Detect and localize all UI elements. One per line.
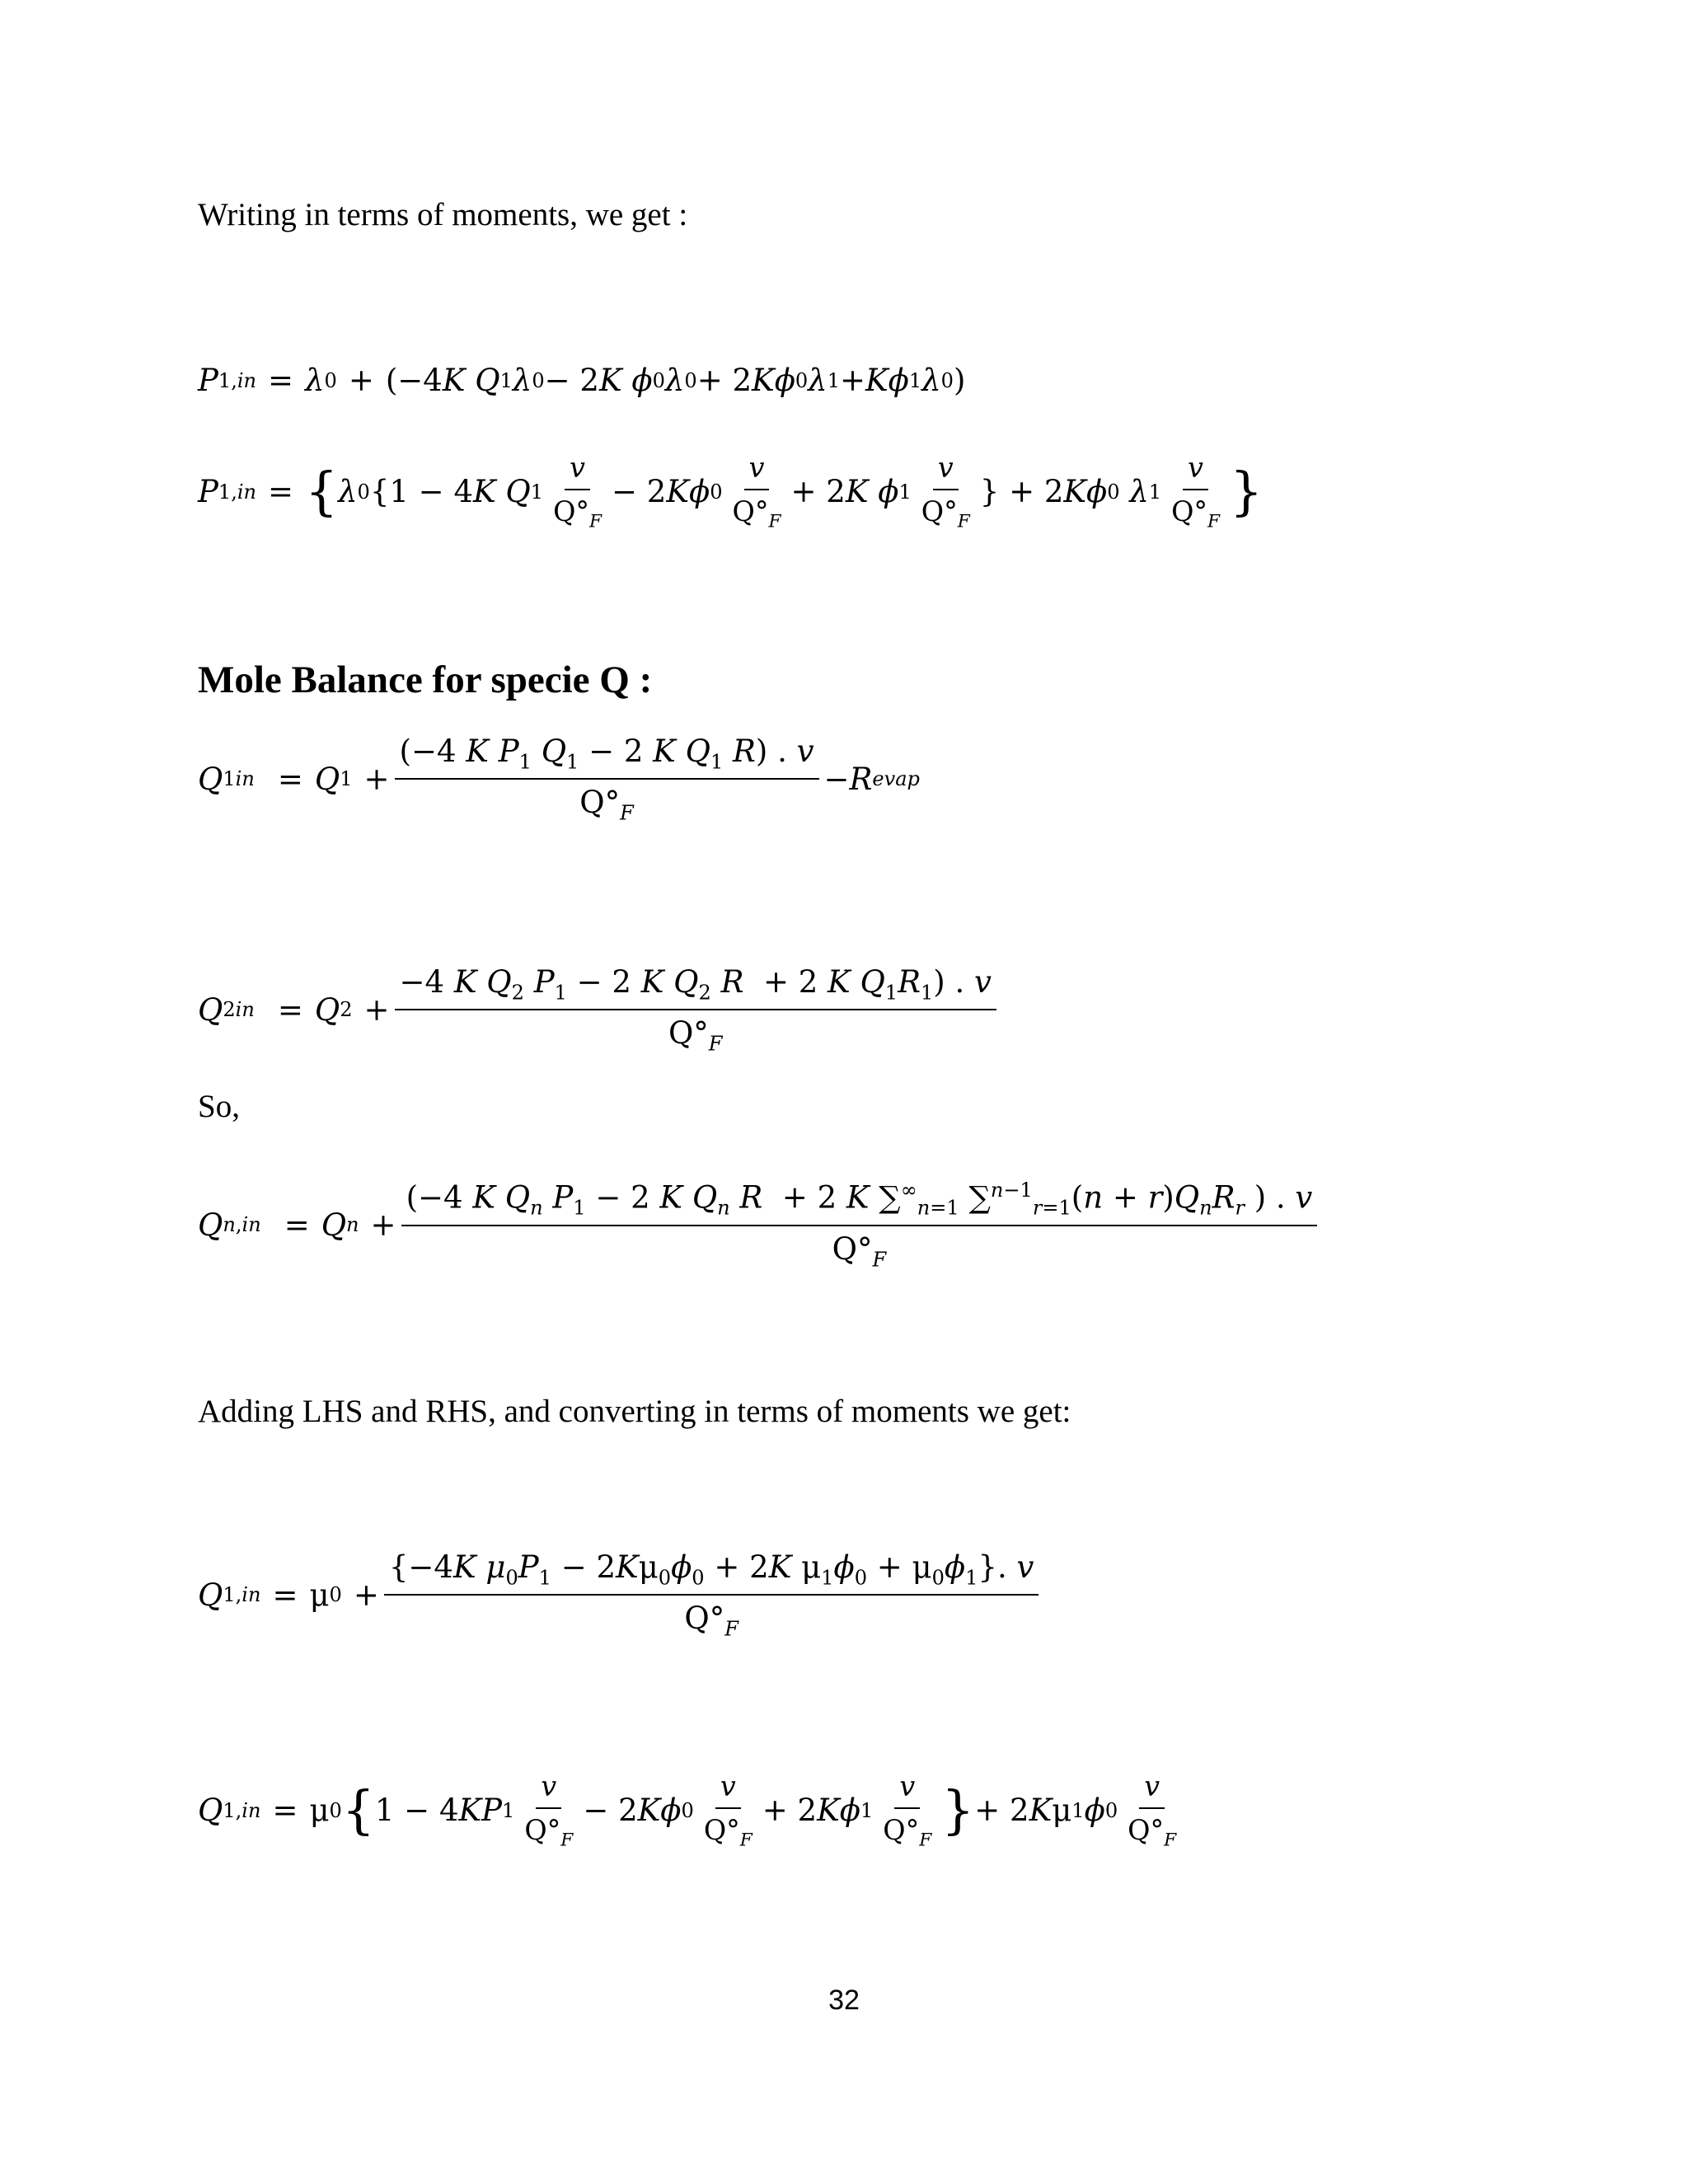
equation-p1-in-expanded: P 1,in = { λ 0 {1 − 4 K Q 1 $\frac{v}{Q^\circ_F}$ − 2 Kϕ 0 $\frac{v}{Q^\circ_F}$ + 2 K ϕ 1 $\frac{v}{Q^\circ_F}$ } + 2 Kϕ 0 λ 1 $\frac{v}{Q^\circ_F}$ }	[198, 452, 1264, 532]
equation-qn-in: Q n,in = Q n + $\frac{(-4 K Q_n P_1 - 2 K Q_n R + 2 K \sum^\infty_{n=1} \sum^{n-1}_{r=1}(n + r)Q_nR_r ) . v}{Q^\circ_F}$	[198, 1179, 1322, 1271]
so-text: So,	[198, 1089, 240, 1124]
equation-q1-in-expanded: Q 1,in = μ 0 { 1 − 4 KP 1 $\frac{v}{Q^\circ_F}$ − 2 Kϕ 0 $\frac{v}{Q^\circ_F}$ + 2 Kϕ 1 $\frac{v}{Q^\circ_F}$ } + 2 K μ 1 ϕ 0 $\frac{v}{Q^\circ_F}$	[198, 1770, 1177, 1851]
equation-q1-in-moments: Q 1,in = μ 0 + $\frac{\{-4K \mu_0P_1 - 2K\mu_0\phi_0 + 2K \mu_1\phi_0 + \mu_0\phi_1\}. v}{Q^\circ_F}$	[198, 1549, 1043, 1641]
equation-q2-in: Q 2in = Q 2 + $\frac{-4 K Q_2 P_1 - 2 K Q_2 R + 2 K Q_1R_1) . v}{Q^\circ_F}$	[198, 964, 1001, 1056]
section-heading: Mole Balance for specie Q :	[198, 658, 653, 701]
adding-text: Adding LHS and RHS, and converting in terms of moments we get:	[198, 1394, 1071, 1429]
equation-q1-in: Q 1in = Q 1 + $\frac{(-4 K P_1 Q_1 - 2 K Q_1 R) . v}{Q^\circ_F}$ − R evap	[198, 733, 920, 825]
intro-text: Writing in terms of moments, we get :	[198, 197, 688, 232]
equation-p1-in-lambda: P 1,in = λ 0 + (−4 K Q 1 λ 0 − 2 K ϕ 0 λ 0 + 2 K ϕ 0 λ 1 + K ϕ 1 λ 0 )	[198, 363, 966, 398]
page-number: 32	[828, 1985, 860, 2016]
